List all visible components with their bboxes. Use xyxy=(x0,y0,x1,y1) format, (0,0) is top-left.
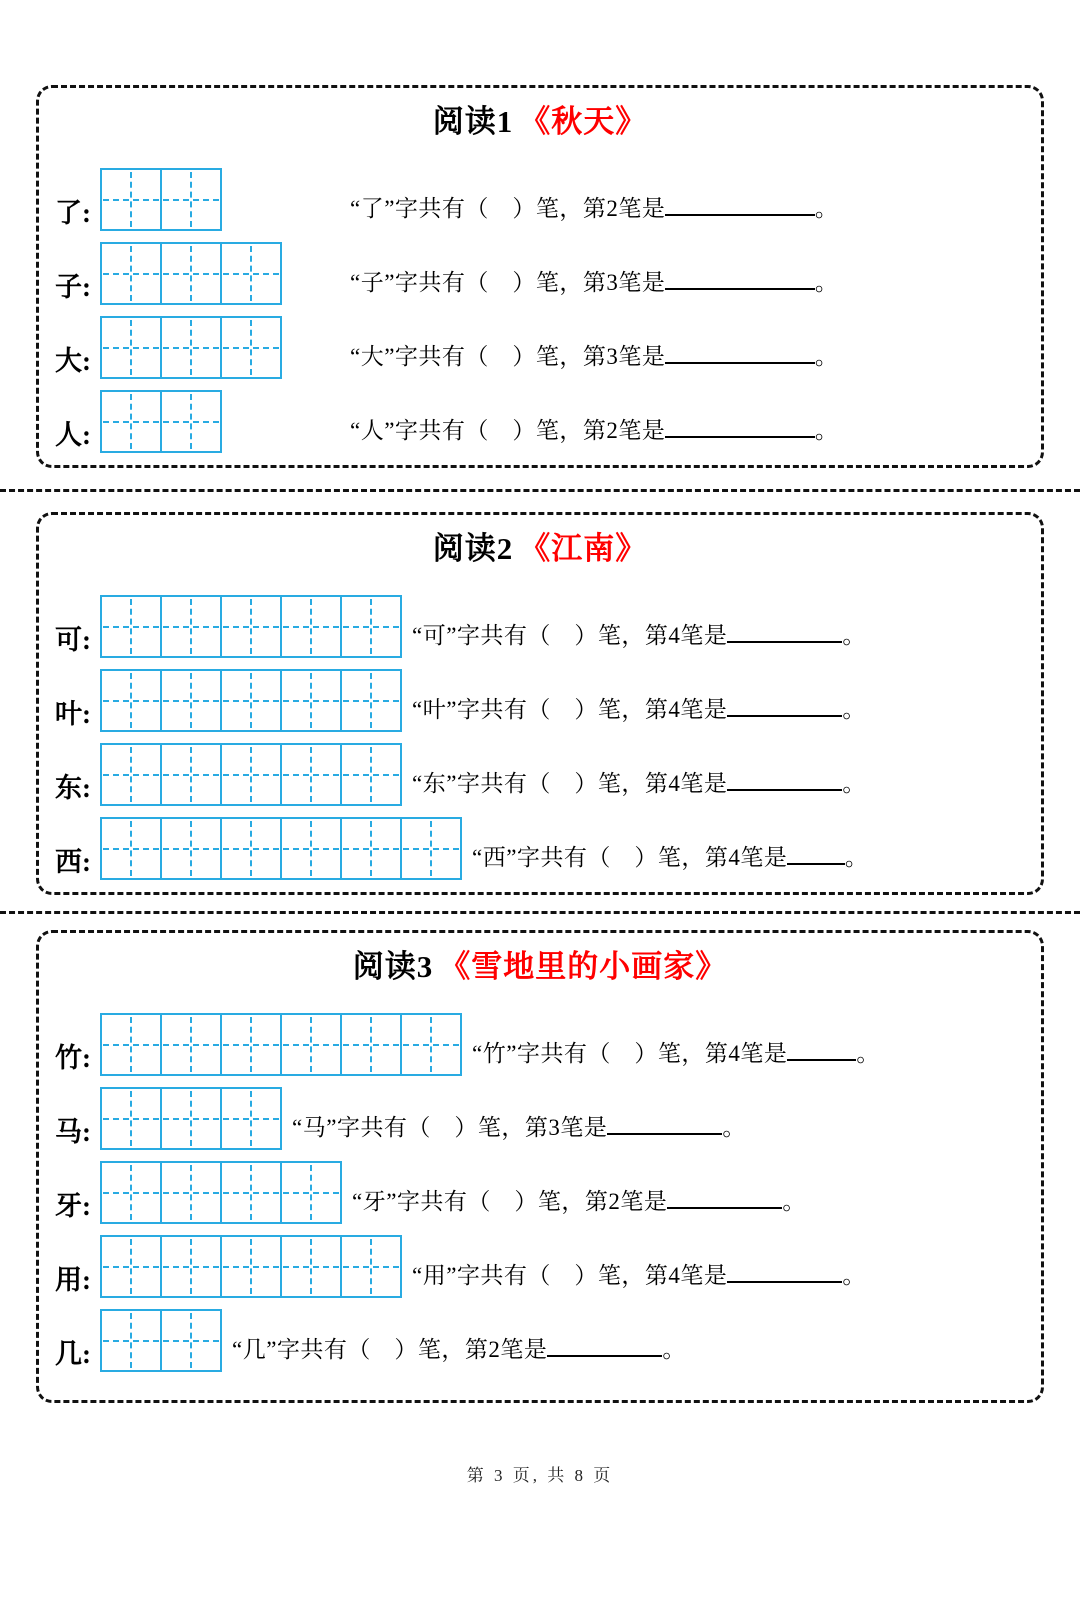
question-label: “东”字共有（ ）笔，第4笔是 xyxy=(412,771,728,797)
practice-row xyxy=(39,595,1041,658)
grid-cell xyxy=(102,819,162,878)
answer-blank xyxy=(547,1332,662,1357)
char-label: 人: xyxy=(55,420,91,450)
grid-cell xyxy=(342,1015,402,1074)
grid-cell xyxy=(102,745,162,804)
grid-cell xyxy=(282,819,342,878)
writing-grid xyxy=(100,168,222,231)
question-label: “竹”字共有（ ）笔，第4笔是 xyxy=(472,1041,788,1067)
question-text xyxy=(412,692,866,724)
grid-cell xyxy=(162,1311,220,1370)
practice-row xyxy=(39,1309,1041,1372)
section-reading-2 xyxy=(36,512,1044,895)
grid-cell xyxy=(222,745,282,804)
question-label: “大”字共有（ ）笔，第3笔是 xyxy=(350,344,666,370)
char-label: 马: xyxy=(55,1117,91,1147)
question-label: “西”字共有（ ）笔，第4笔是 xyxy=(472,845,788,871)
question-label: “牙”字共有（ ）笔，第2笔是 xyxy=(352,1189,668,1215)
period: 。 xyxy=(844,845,869,871)
question-text xyxy=(412,766,866,798)
answer-blank xyxy=(727,1258,842,1283)
grid-cell xyxy=(162,597,222,656)
char-label: 东: xyxy=(55,773,91,803)
answer-blank xyxy=(665,265,815,290)
section-title-prefix: 阅读3 xyxy=(352,949,434,984)
writing-grid xyxy=(100,1309,222,1372)
practice-rows xyxy=(39,595,1041,880)
section-title xyxy=(39,947,1041,987)
grid-cell xyxy=(102,597,162,656)
grid-cell xyxy=(162,745,222,804)
answer-blank xyxy=(665,339,815,364)
period: 。 xyxy=(814,196,839,222)
practice-row xyxy=(39,1013,1041,1076)
section-reading-3 xyxy=(36,930,1044,1403)
writing-grid xyxy=(100,242,282,305)
practice-row xyxy=(39,669,1041,732)
question-text xyxy=(350,413,838,445)
answer-blank xyxy=(665,191,815,216)
period: 。 xyxy=(814,418,839,444)
grid-cell xyxy=(222,244,280,303)
question-label: “子”字共有（ ）笔，第3笔是 xyxy=(350,270,666,296)
grid-cell xyxy=(222,1163,282,1222)
grid-cell xyxy=(162,671,222,730)
question-text xyxy=(350,339,838,371)
question-text xyxy=(352,1184,806,1216)
grid-cell xyxy=(162,819,222,878)
grid-cell xyxy=(342,1237,400,1296)
grid-cell xyxy=(222,671,282,730)
practice-row xyxy=(39,1161,1041,1224)
section-title-book: 《秋天》 xyxy=(519,104,648,139)
grid-cell xyxy=(102,244,162,303)
practice-row xyxy=(39,817,1041,880)
writing-grid xyxy=(100,1013,462,1076)
section-title-book: 《雪地里的小画家》 xyxy=(439,949,728,984)
writing-grid xyxy=(100,316,282,379)
answer-blank xyxy=(665,413,815,438)
answer-blank xyxy=(667,1184,782,1209)
practice-row xyxy=(39,242,1041,305)
section-title-prefix: 阅读1 xyxy=(432,104,514,139)
writing-grid xyxy=(100,390,222,453)
answer-blank xyxy=(727,692,842,717)
grid-cell xyxy=(102,392,162,451)
grid-cell xyxy=(222,1089,280,1148)
practice-row xyxy=(39,316,1041,379)
grid-cell xyxy=(102,1163,162,1222)
practice-rows xyxy=(39,1013,1041,1372)
grid-cell xyxy=(102,170,162,229)
grid-cell xyxy=(222,318,280,377)
section-title-book: 《江南》 xyxy=(519,531,648,566)
section-title-prefix: 阅读2 xyxy=(432,531,514,566)
period: 。 xyxy=(842,623,866,649)
worksheet-page xyxy=(0,85,1080,1612)
practice-row xyxy=(39,1235,1041,1298)
practice-row xyxy=(39,743,1041,806)
answer-blank xyxy=(607,1110,722,1135)
question-label: “叶”字共有（ ）笔，第4笔是 xyxy=(412,697,728,723)
writing-grid xyxy=(100,669,402,732)
grid-cell xyxy=(342,671,400,730)
question-label: “几”字共有（ ）笔，第2笔是 xyxy=(232,1337,548,1363)
writing-grid xyxy=(100,1087,282,1150)
period: 。 xyxy=(842,771,866,797)
grid-cell xyxy=(282,597,342,656)
writing-grid xyxy=(100,817,462,880)
char-label: 叶: xyxy=(55,699,91,729)
page-footer: 第 3 页, 共 8 页 xyxy=(466,1466,614,1485)
period: 。 xyxy=(722,1115,746,1141)
grid-cell xyxy=(102,1089,162,1148)
period: 。 xyxy=(856,1041,880,1067)
char-label: 用: xyxy=(55,1265,91,1295)
grid-cell xyxy=(102,1015,162,1074)
question-label: “用”字共有（ ）笔，第4笔是 xyxy=(412,1263,728,1289)
question-text xyxy=(412,1258,866,1290)
grid-cell xyxy=(222,1237,282,1296)
question-text xyxy=(350,265,838,297)
period: 。 xyxy=(814,270,839,296)
writing-grid xyxy=(100,595,402,658)
section-title xyxy=(39,529,1041,569)
writing-grid xyxy=(100,1235,402,1298)
grid-cell xyxy=(402,1015,460,1074)
grid-cell xyxy=(342,819,402,878)
answer-blank xyxy=(727,766,842,791)
question-label: “马”字共有（ ）笔，第3笔是 xyxy=(292,1115,608,1141)
question-label: “了”字共有（ ）笔，第2笔是 xyxy=(350,196,666,222)
grid-cell xyxy=(162,1015,222,1074)
question-text xyxy=(472,840,868,872)
practice-rows xyxy=(39,168,1041,453)
question-label: “可”字共有（ ）笔，第4笔是 xyxy=(412,623,728,649)
grid-cell xyxy=(342,597,400,656)
answer-blank xyxy=(727,618,842,643)
char-label: 子: xyxy=(55,272,91,302)
question-text xyxy=(350,191,838,223)
char-label: 竹: xyxy=(55,1043,91,1073)
grid-cell xyxy=(102,318,162,377)
section-title xyxy=(39,102,1041,142)
grid-cell xyxy=(162,1163,222,1222)
grid-cell xyxy=(282,745,342,804)
char-label: 了: xyxy=(55,198,91,228)
grid-cell xyxy=(162,170,220,229)
grid-cell xyxy=(162,318,222,377)
section-reading-1 xyxy=(36,85,1044,468)
practice-row xyxy=(39,1087,1041,1150)
grid-cell xyxy=(282,1163,340,1222)
grid-cell xyxy=(162,1089,222,1148)
dashed-separator xyxy=(0,489,1080,492)
char-label: 西: xyxy=(55,847,91,877)
question-text xyxy=(472,1036,880,1068)
dashed-separator xyxy=(0,911,1080,914)
practice-row xyxy=(39,168,1041,231)
period: 。 xyxy=(842,1263,866,1289)
grid-cell xyxy=(282,1015,342,1074)
grid-cell xyxy=(222,597,282,656)
grid-cell xyxy=(282,1237,342,1296)
grid-cell xyxy=(162,244,222,303)
grid-cell xyxy=(102,1237,162,1296)
grid-cell xyxy=(162,392,220,451)
char-label: 可: xyxy=(55,625,91,655)
question-text xyxy=(412,618,866,650)
grid-cell xyxy=(222,1015,282,1074)
writing-grid xyxy=(100,1161,342,1224)
question-text xyxy=(292,1110,746,1142)
question-label: “人”字共有（ ）笔，第2笔是 xyxy=(350,418,666,444)
char-label: 大: xyxy=(55,346,91,376)
char-label: 几: xyxy=(55,1339,91,1369)
answer-blank xyxy=(787,1036,856,1061)
grid-cell xyxy=(102,1311,162,1370)
question-text xyxy=(232,1332,686,1364)
period: 。 xyxy=(814,344,839,370)
practice-row xyxy=(39,390,1041,453)
answer-blank xyxy=(787,840,845,865)
grid-cell xyxy=(282,671,342,730)
grid-cell xyxy=(222,819,282,878)
grid-cell xyxy=(102,671,162,730)
period: 。 xyxy=(662,1337,686,1363)
grid-cell xyxy=(162,1237,222,1296)
grid-cell xyxy=(402,819,460,878)
period: 。 xyxy=(842,697,866,723)
period: 。 xyxy=(782,1189,806,1215)
grid-cell xyxy=(342,745,400,804)
writing-grid xyxy=(100,743,402,806)
char-label: 牙: xyxy=(55,1191,91,1221)
